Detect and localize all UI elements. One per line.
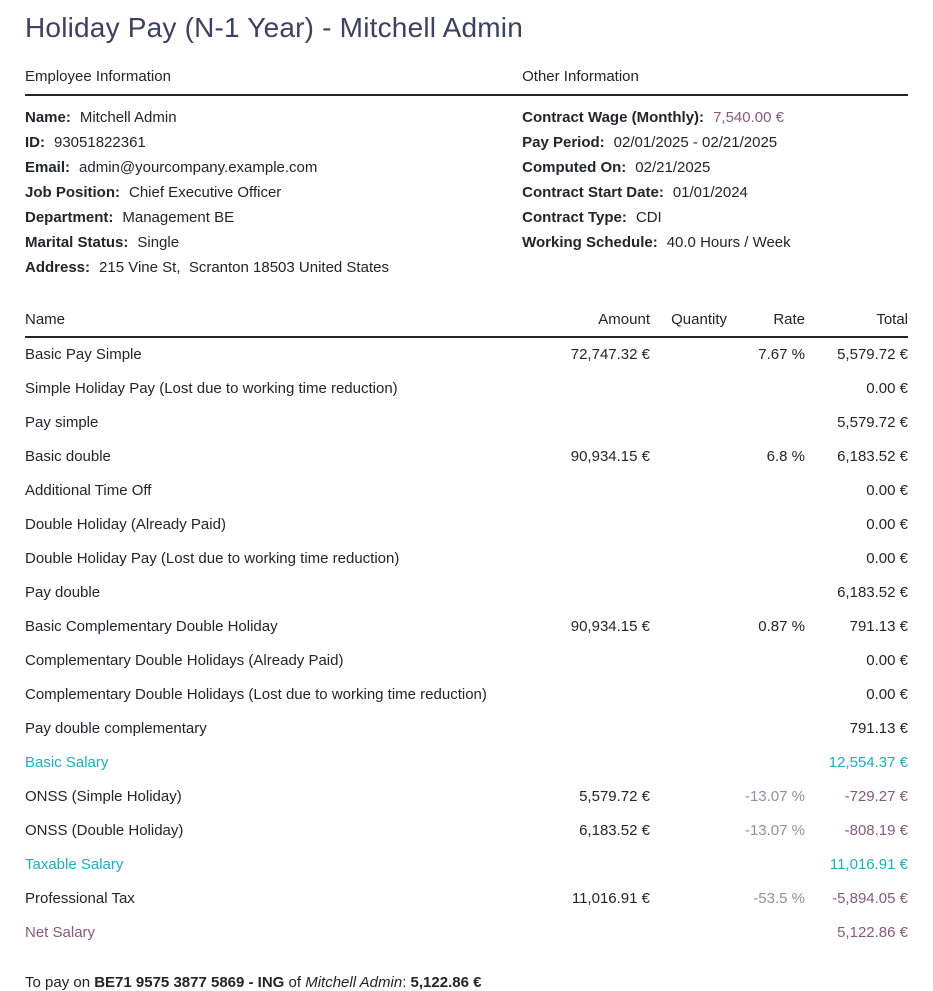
salary-row <box>25 882 908 916</box>
cell-rate <box>727 474 805 508</box>
field-label: Job Position: <box>25 184 120 201</box>
cell-quantity <box>650 337 727 372</box>
salary-row <box>25 337 908 372</box>
field-label: Department: <box>25 209 114 226</box>
salary-row <box>25 406 908 440</box>
cell-rate: -13.07 % <box>744 822 805 839</box>
salary-row <box>25 508 908 542</box>
cell-total: -808.19 € <box>844 822 908 839</box>
info-field-row <box>25 105 522 130</box>
cell-name: Complementary Double Holidays (Lost due to working time reduction) <box>25 686 487 703</box>
info-field-row <box>25 155 522 180</box>
cell-amount: 11,016.91 € <box>571 890 650 907</box>
field-label: Working Schedule: <box>522 234 658 251</box>
cell-amount <box>540 576 650 610</box>
info-field-row <box>522 155 908 180</box>
info-field-row <box>522 105 908 130</box>
cell-rate <box>727 644 805 678</box>
cell-name: Net Salary <box>25 924 96 941</box>
cell-name: Double Holiday (Already Paid) <box>25 516 226 533</box>
cell-amount <box>540 508 650 542</box>
salary-row <box>25 848 908 882</box>
info-field-row <box>25 130 522 155</box>
cell-total: 11,016.91 € <box>829 856 908 873</box>
salary-table-header-row <box>25 311 908 337</box>
field-label: Address: <box>25 259 91 276</box>
cell-total: 0.00 € <box>866 550 908 567</box>
field-value: Chief Executive Officer <box>129 184 282 201</box>
payee-name: Mitchell Admin <box>305 974 403 991</box>
cell-quantity <box>650 406 727 440</box>
salary-row <box>25 644 908 678</box>
field-value: 7,540.00 € <box>713 109 784 126</box>
field-value: 40.0 Hours / Week <box>666 234 791 251</box>
field-value: Single <box>137 234 180 251</box>
other-info-title: Other Information <box>522 68 639 85</box>
cell-name: Double Holiday Pay (Lost due to working time reduction) <box>25 550 400 567</box>
cell-name: Basic Salary <box>25 754 109 771</box>
cell-quantity <box>650 474 727 508</box>
cell-total: 12,554.37 € <box>828 754 908 771</box>
salary-table <box>25 311 908 950</box>
info-field-row <box>25 205 522 230</box>
cell-name: Complementary Double Holidays (Already Paid) <box>25 652 344 669</box>
cell-name: Professional Tax <box>25 890 135 907</box>
salary-row <box>25 474 908 508</box>
cell-name: Basic Complementary Double Holiday <box>25 618 278 635</box>
cell-rate <box>727 746 805 780</box>
field-label: Name: <box>25 109 71 126</box>
cell-name: Basic Pay Simple <box>25 346 142 363</box>
cell-amount <box>540 474 650 508</box>
cell-rate <box>727 542 805 576</box>
salary-row <box>25 780 908 814</box>
cell-name: Additional Time Off <box>25 482 152 499</box>
cell-total: 0.00 € <box>866 482 908 499</box>
net-amount-to-pay: 5,122.86 € <box>410 974 482 991</box>
cell-rate: -53.5 % <box>753 890 805 907</box>
field-label: Pay Period: <box>522 134 605 151</box>
cell-amount <box>540 542 650 576</box>
column-header-total: Total <box>805 311 908 337</box>
cell-amount <box>540 678 650 712</box>
field-label: Contract Type: <box>522 209 627 226</box>
cell-total: 791.13 € <box>849 618 908 635</box>
cell-total: -729.27 € <box>844 788 908 805</box>
cell-rate: 7.67 % <box>758 346 805 363</box>
cell-amount <box>540 372 650 406</box>
field-value: 93051822361 <box>54 134 146 151</box>
salary-row <box>25 746 908 780</box>
salary-row <box>25 440 908 474</box>
column-header-rate: Rate <box>727 311 805 337</box>
field-label: Computed On: <box>522 159 627 176</box>
cell-quantity <box>650 746 727 780</box>
page-title: Holiday Pay (N-1 Year) - Mitchell Admin <box>25 12 523 43</box>
cell-amount <box>540 712 650 746</box>
cell-amount <box>540 746 650 780</box>
cell-quantity <box>650 848 727 882</box>
cell-quantity <box>650 678 727 712</box>
cell-name: Simple Holiday Pay (Lost due to working time reduction) <box>25 380 398 397</box>
salary-row <box>25 576 908 610</box>
cell-name: Pay double complementary <box>25 720 207 737</box>
cell-quantity <box>650 644 727 678</box>
cell-quantity <box>650 712 727 746</box>
info-section <box>25 105 908 280</box>
cell-total: 5,579.72 € <box>837 346 908 363</box>
cell-amount <box>540 916 650 950</box>
info-field-row <box>25 180 522 205</box>
info-field-row <box>522 180 908 205</box>
cell-amount: 72,747.32 € <box>570 346 650 363</box>
cell-total: -5,894.05 € <box>832 890 908 907</box>
cell-total: 0.00 € <box>866 686 908 703</box>
cell-rate <box>727 576 805 610</box>
field-value: 02/21/2025 <box>635 159 711 176</box>
cell-rate <box>727 406 805 440</box>
cell-total: 6,183.52 € <box>837 584 908 601</box>
field-label: Email: <box>25 159 71 176</box>
salary-row <box>25 678 908 712</box>
cell-name: Basic double <box>25 448 111 465</box>
cell-quantity <box>650 542 727 576</box>
info-section-header <box>25 68 908 96</box>
field-value: CDI <box>635 209 662 226</box>
field-value: admin@yourcompany.example.com <box>79 159 318 176</box>
cell-quantity <box>650 814 727 848</box>
field-value: 02/01/2025 - 02/21/2025 <box>613 134 778 151</box>
salary-row <box>25 712 908 746</box>
cell-rate: 6.8 % <box>766 448 805 465</box>
cell-name: Taxable Salary <box>25 856 124 873</box>
cell-quantity <box>650 610 727 644</box>
salary-row <box>25 542 908 576</box>
cell-amount: 90,934.15 € <box>570 618 650 635</box>
info-field-row <box>522 230 908 255</box>
cell-total: 791.13 € <box>849 720 908 737</box>
info-field-row <box>522 130 908 155</box>
column-header-quantity: Quantity <box>650 311 727 337</box>
cell-name: Pay simple <box>25 414 99 431</box>
cell-rate <box>727 712 805 746</box>
cell-total: 5,122.86 € <box>837 924 908 941</box>
cell-quantity <box>650 372 727 406</box>
cell-total: 5,579.72 € <box>837 414 908 431</box>
cell-amount: 5,579.72 € <box>579 788 650 805</box>
cell-total: 0.00 € <box>866 380 908 397</box>
salary-row <box>25 814 908 848</box>
cell-rate <box>727 678 805 712</box>
field-value: 215 Vine St, Scranton 18503 United States <box>99 259 389 276</box>
cell-rate: -13.07 % <box>744 788 805 805</box>
salary-row <box>25 372 908 406</box>
payment-note-of: of <box>284 974 306 991</box>
cell-quantity <box>650 508 727 542</box>
cell-quantity <box>650 440 727 474</box>
cell-total: 0.00 € <box>866 516 908 533</box>
cell-name: Pay double <box>25 584 101 601</box>
cell-amount: 6,183.52 € <box>579 822 650 839</box>
bank-account: BE71 9575 3877 5869 - ING <box>94 974 285 991</box>
field-label: Contract Wage (Monthly): <box>522 109 705 126</box>
cell-rate <box>727 372 805 406</box>
cell-total: 6,183.52 € <box>837 448 908 465</box>
cell-amount <box>540 406 650 440</box>
employee-info-fields <box>25 105 522 280</box>
field-label: Marital Status: <box>25 234 129 251</box>
column-header-name: Name <box>25 311 540 337</box>
cell-quantity <box>650 780 727 814</box>
info-field-row <box>25 255 522 280</box>
cell-rate <box>727 508 805 542</box>
field-value: Mitchell Admin <box>79 109 177 126</box>
field-value: Management BE <box>122 209 235 226</box>
field-value: 01/01/2024 <box>672 184 748 201</box>
salary-row <box>25 916 908 950</box>
payment-note-colon: : <box>402 974 411 991</box>
other-info-fields <box>522 105 908 280</box>
cell-amount: 90,934.15 € <box>570 448 650 465</box>
employee-info-title: Employee Information <box>25 68 171 85</box>
cell-quantity <box>650 576 727 610</box>
cell-quantity <box>650 916 727 950</box>
field-label: Contract Start Date: <box>522 184 664 201</box>
cell-quantity <box>650 882 727 916</box>
payment-note-prefix: To pay on <box>25 974 95 991</box>
cell-total: 0.00 € <box>866 652 908 669</box>
column-header-amount: Amount <box>540 311 650 337</box>
field-label: ID: <box>25 134 45 151</box>
cell-amount <box>540 848 650 882</box>
info-field-row <box>522 205 908 230</box>
cell-rate <box>727 916 805 950</box>
info-field-row <box>25 230 522 255</box>
cell-rate: 0.87 % <box>758 618 805 635</box>
cell-name: ONSS (Simple Holiday) <box>25 788 182 805</box>
salary-row <box>25 610 908 644</box>
cell-rate <box>727 848 805 882</box>
cell-amount <box>540 644 650 678</box>
cell-name: ONSS (Double Holiday) <box>25 822 184 839</box>
